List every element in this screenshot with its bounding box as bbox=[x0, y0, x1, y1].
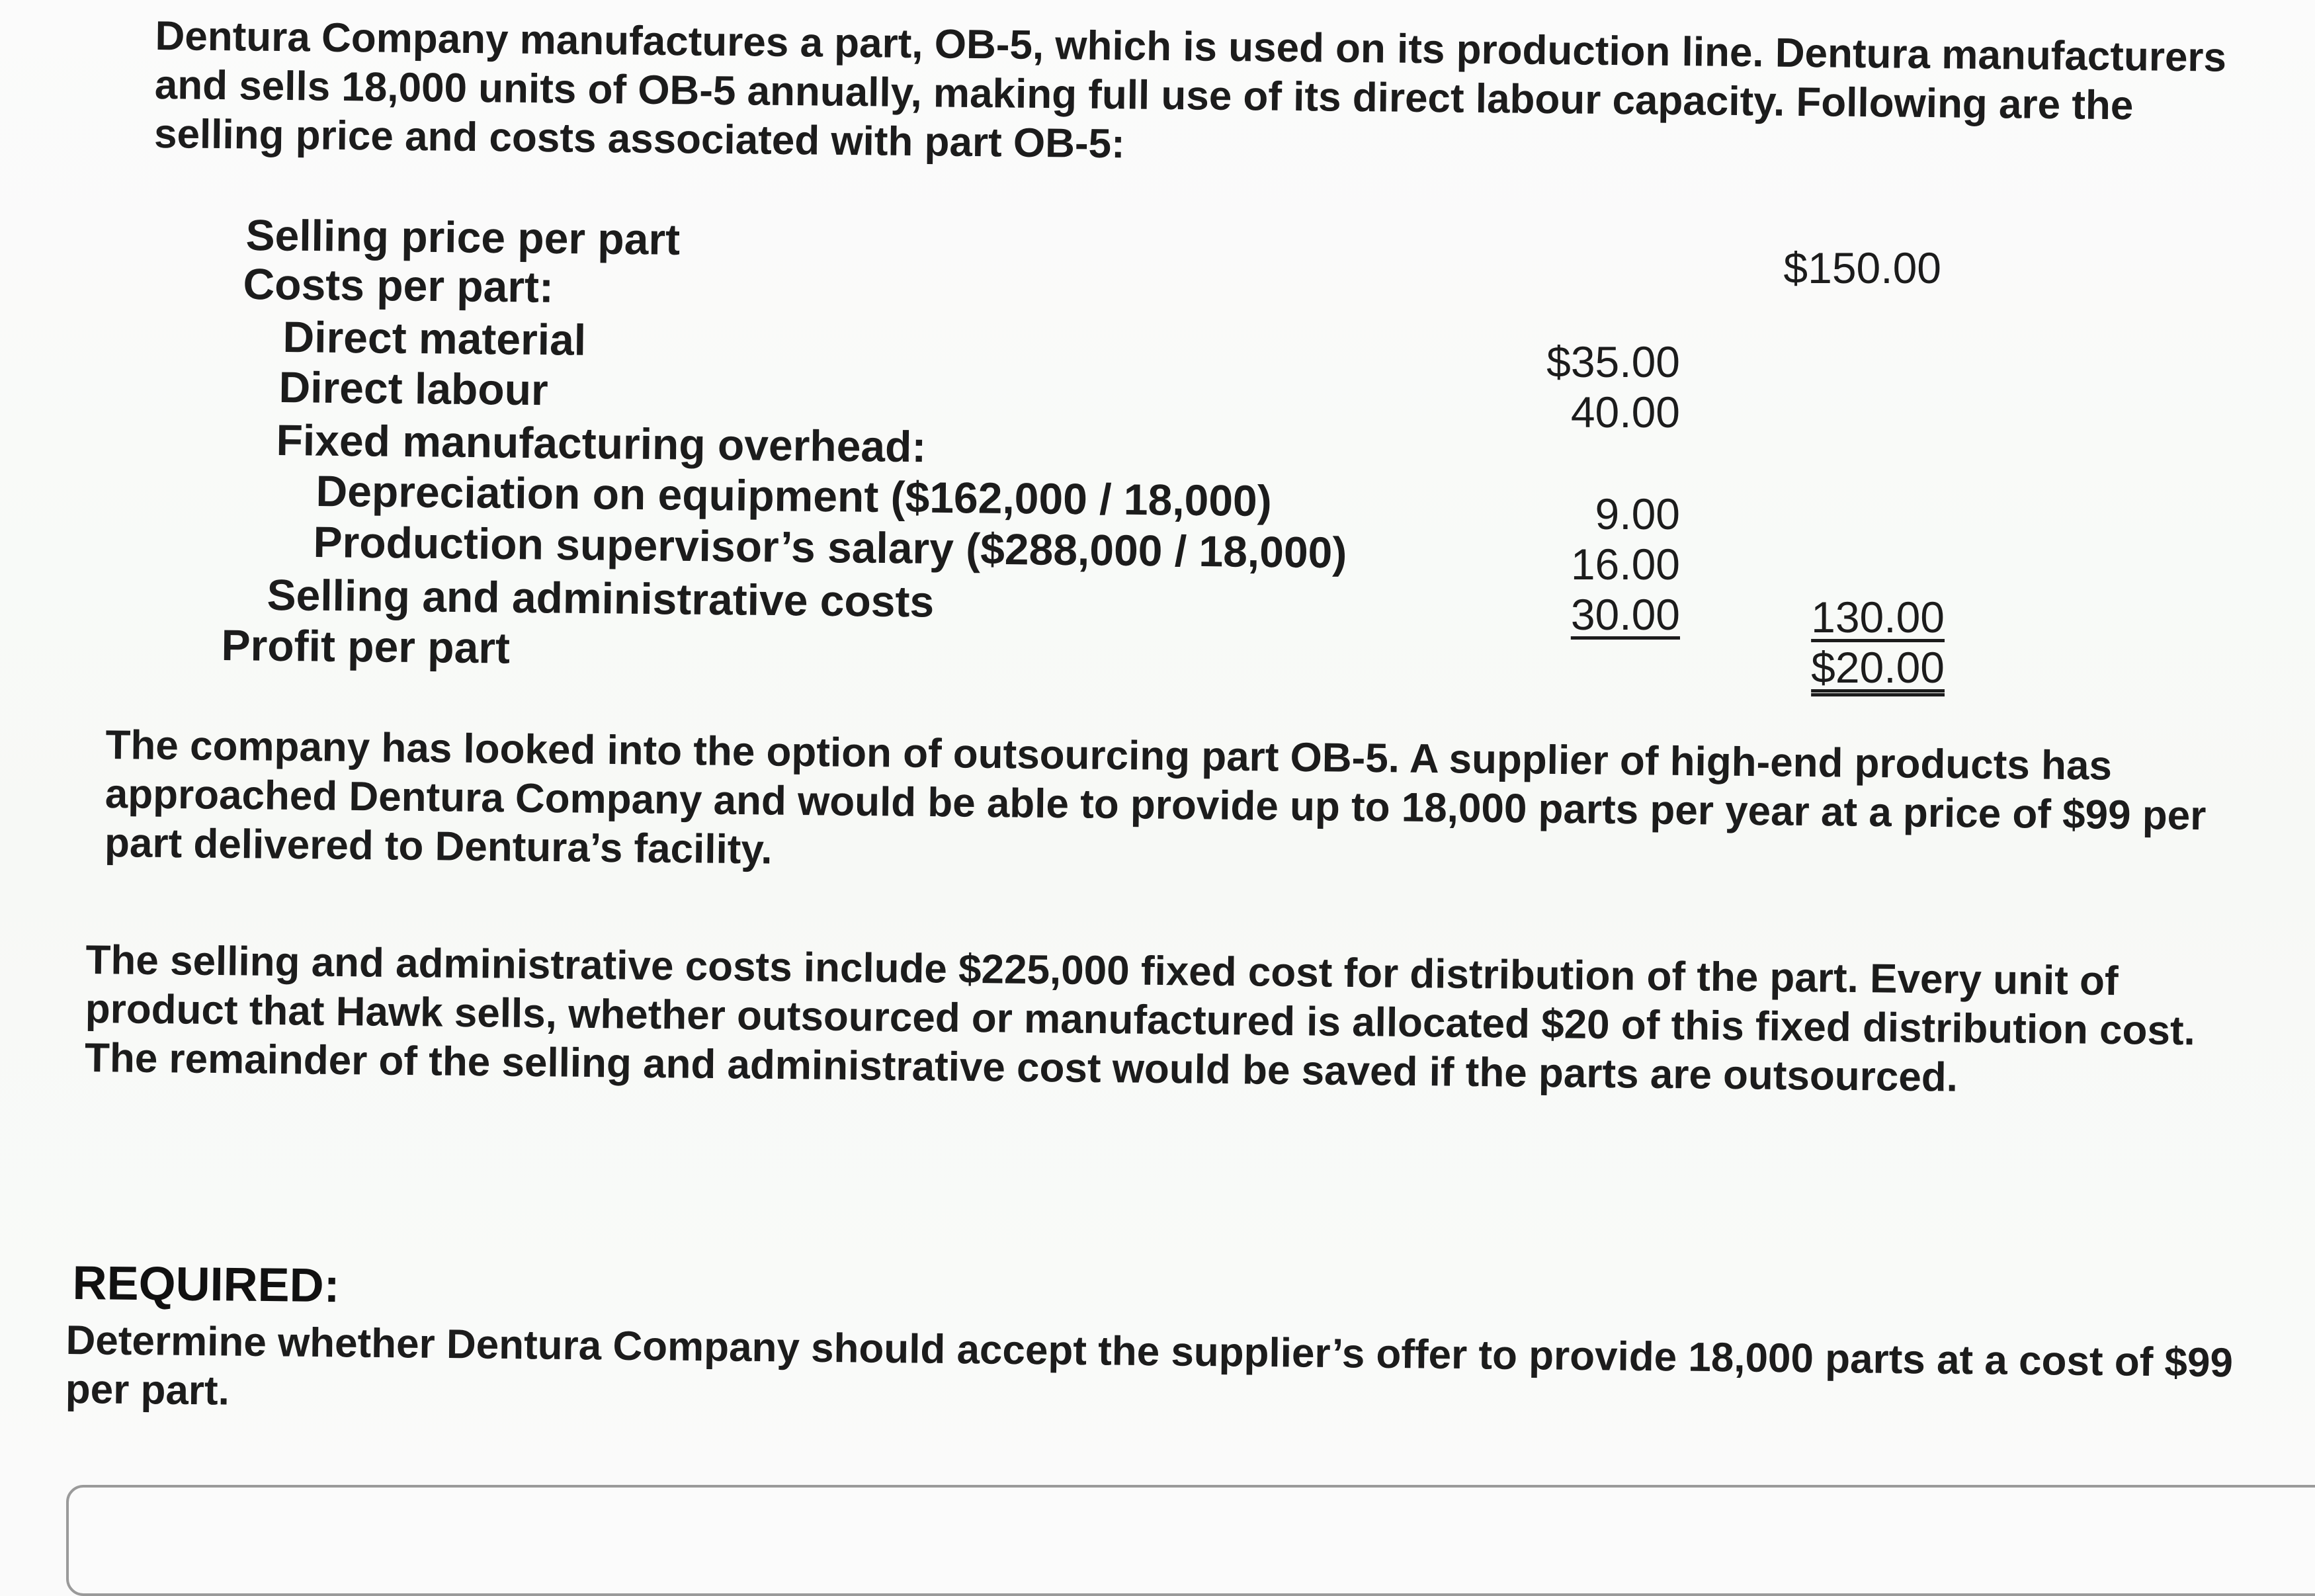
direct-material-label: Direct material bbox=[282, 312, 587, 364]
sga-value: 30.00 bbox=[1570, 590, 1680, 639]
direct-labour-value: 40.00 bbox=[1570, 388, 1680, 437]
selling-price-value: $150.00 bbox=[1783, 243, 1941, 292]
outsource-paragraph: The company has looked into the option of outsourcing part OB-5. A supplier of high-end products has approached Dentura Company and would be able to provide up to 18,000 parts per year at a price of $99 per part delivered to Dentura’s facility. bbox=[104, 722, 2207, 873]
sga-paragraph: The selling and administrative costs include $225,000 fixed cost for distribution of the part. Every unit of product that Hawk sells, whether outsourced or manufactured is allocated $20 of this fixed distribution cost. The remainder of the selling and administrative cost would be saved if the parts are outsourced. bbox=[84, 937, 2196, 1101]
costs-per-part-label: Costs per part: bbox=[243, 259, 554, 312]
required-text: Determine whether Dentura Company should accept the supplier’s offer to provide 18,000 parts at a cost of $99 per part. bbox=[65, 1317, 2234, 1414]
fixed-overhead-label: Fixed manufacturing overhead: bbox=[276, 415, 927, 472]
profit-per-part-value: $20.00 bbox=[1811, 643, 1945, 692]
supervisor-salary-value: 16.00 bbox=[1570, 540, 1680, 589]
profit-per-part-label: Profit per part bbox=[221, 620, 511, 673]
selling-price-label: Selling price per part bbox=[245, 210, 681, 264]
answer-box[interactable] bbox=[66, 1485, 2315, 1596]
depreciation-value: 9.00 bbox=[1595, 489, 1680, 538]
intro-paragraph: Dentura Company manufactures a part, OB-5, which is used on its production line. Dentura manufacturers and sells 18,000 units of OB-5 annually, making full use of its direct labour capacity. Following are the selling price and costs associated with part OB-5: bbox=[153, 13, 2227, 167]
depreciation-label: Depreciation on equipment ($162,000 / 18,000) bbox=[316, 466, 1273, 526]
supervisor-salary-label: Production supervisor’s salary ($288,000 / 18,000) bbox=[313, 517, 1347, 577]
total-costs-value: 130.00 bbox=[1811, 593, 1945, 642]
required-heading: REQUIRED: bbox=[72, 1257, 340, 1313]
direct-material-value: $35.00 bbox=[1546, 337, 1680, 386]
direct-labour-label: Direct labour bbox=[278, 362, 549, 415]
sga-label: Selling and administrative costs bbox=[267, 570, 935, 626]
